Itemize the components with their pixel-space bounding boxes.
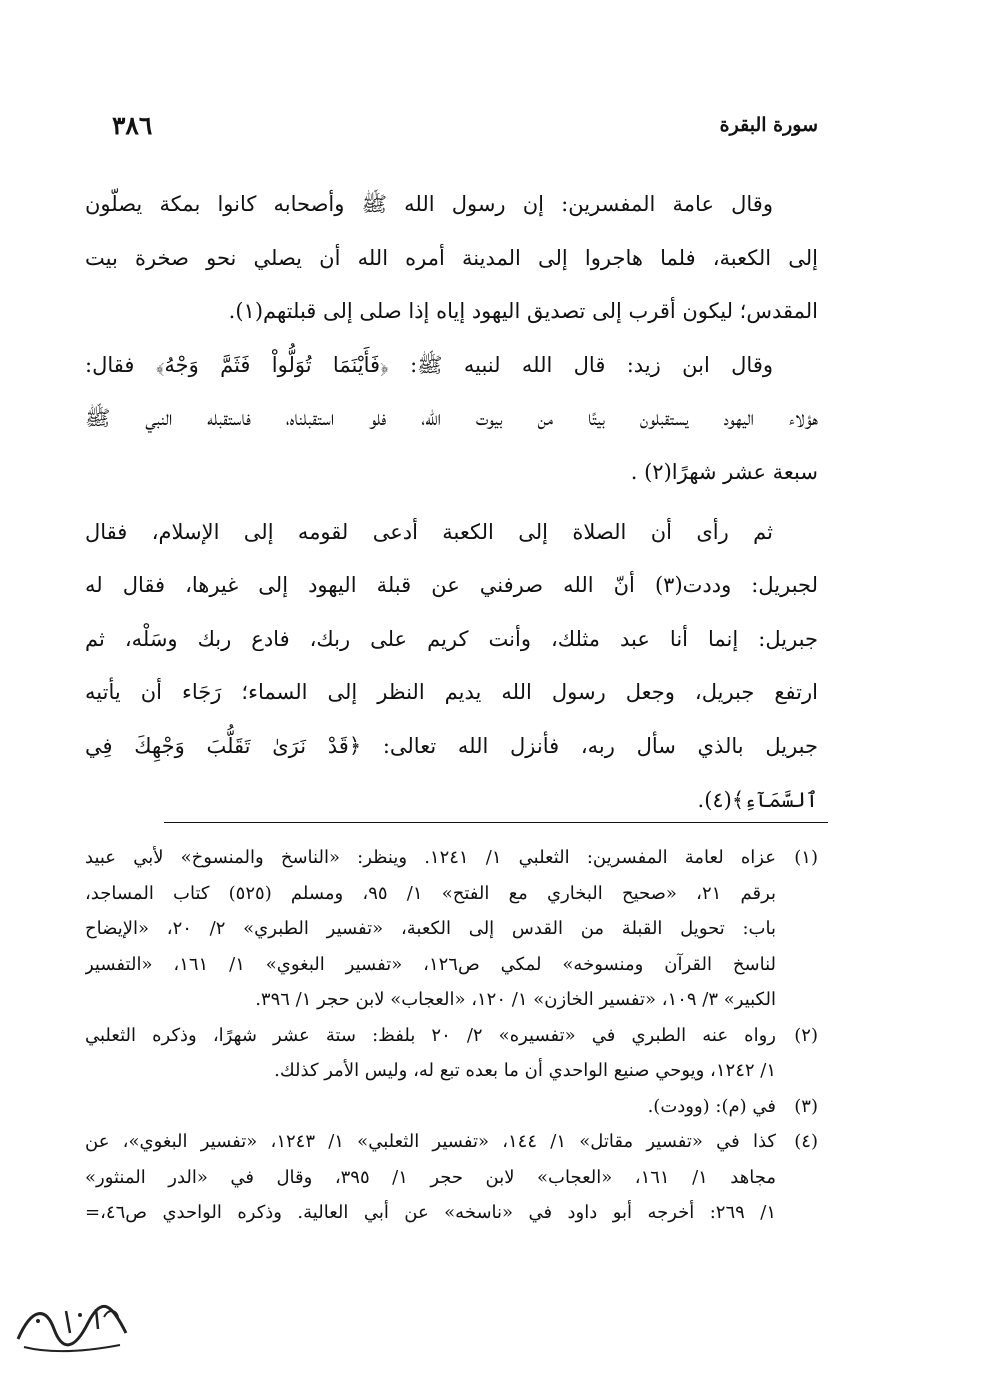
text-line: جبريل: إنما أنا عبد مثلك، وأنت كريم على ربك، فادع ربك وسَلْه، ثم: [85, 626, 818, 651]
footnotes: [85, 840, 818, 1231]
text-line: جبريل بالذي سأل ربه، فأنزل الله تعالى: ﴿قَدْ نَرَىٰ تَقَلُّبَ وَجْهِكَ فِي: [85, 733, 818, 758]
footnote-number: (١): [794, 847, 818, 868]
footnote-line: في (م): (وودت).: [647, 1095, 776, 1117]
text-line: إلى الكعبة، فلما هاجروا إلى المدينة أمره الله أن يصلي نحو صخرة بيت: [85, 245, 818, 270]
footnote-line: عزاه لعامة المفسرين: الثعلبي ١/ ١٢٤١. وينظر: «الناسخ والمنسوخ» لأبي عبيد: [85, 847, 776, 868]
text-line: وقال ابن زيد: قال الله لنبيه ﷺ: ﴿فَأَيْنَمَا تُوَلُّواْ فَثَمَّ وَجْهُ﴾ فقال:: [85, 352, 773, 377]
footnote-divider: [164, 822, 828, 823]
footnote-line: مجاهد ١/ ١٦١، «العجاب» لابن حجر ١/ ٣٩٥، وقال في «الدر المنثور»: [85, 1166, 776, 1188]
footnote-line: لناسخ القرآن ومنسوخه» لمكي ص١٢٦، «تفسير البغوي» ١/ ١٦١، «التفسير: [85, 953, 776, 975]
footnote-1: [85, 840, 818, 1018]
footnote-text: [85, 840, 776, 1018]
text-line: المقدس؛ ليكون أقرب إلى تصديق اليهود إياه إذا صلى إلى قبلتهم(١).: [228, 299, 818, 324]
text-line: لجبريل: وددت(٣) أنّ الله صرفني عن قبلة اليهود إلى غيرها، فقال له: [85, 573, 818, 598]
footnote-number: (٤): [794, 1131, 818, 1152]
text-line: ارتفع جبريل، وجعل رسول الله يديم النظر إلى السماء؛ رَجَاء أن يأتيه: [85, 680, 818, 705]
surah-title: سورة البقرة: [719, 114, 818, 136]
text-line: ثم رأى أن الصلاة إلى الكعبة أدعى لقومه إلى الإسلام، فقال: [85, 519, 773, 544]
footnote-text: [85, 1124, 776, 1231]
footnote-line: رواه عنه الطبري في «تفسيره» ٢/ ٢٠ بلفظ: ستة عشر شهرًا، وذكره الثعلبي: [85, 1024, 776, 1046]
footnote-number: (٢): [794, 1024, 818, 1046]
footnote-3: [85, 1089, 818, 1125]
text-line: وقال عامة المفسرين: إن رسول الله ﷺ وأصحابه كانوا بمكة يصلّون: [85, 192, 773, 216]
footnote-text: [85, 1089, 776, 1125]
main-text: [85, 178, 818, 827]
footnote-line: باب: تحويل القبلة من القدس إلى الكعبة، «تفسير الطبري» ٢/ ٢٠، «الإيضاح: [85, 918, 776, 939]
footnote-4: [85, 1124, 818, 1231]
footnote-2: [85, 1018, 818, 1089]
text-line: سبعة عشر شهرًا(٢) .: [630, 459, 818, 484]
footnote-line: كذا في «تفسير مقاتل» ١/ ١٤٤، «تفسير الثعلبي» ١/ ١٢٤٣، «تفسير البغوي»، عن: [85, 1131, 776, 1152]
footnote-line: ١/ ٢٦٩: أخرجه أبو داود في «ناسخه» عن أبي العالية. وذكره الواحدي ص٤٦،=: [85, 1202, 776, 1223]
footnote-line: ١/ ١٢٤٢، ويوحي صنيع الواحدي أن ما بعده تبع له، وليس الأمر كذلك.: [274, 1060, 776, 1081]
footnote-number: (٣): [794, 1095, 818, 1117]
calligraphy-stamp-logo: [8, 1299, 136, 1359]
footnote-text: [85, 1018, 776, 1089]
running-header: [112, 108, 818, 142]
footnote-line: برقم ٢١، «صحيح البخاري مع الفتح» ١/ ٩٥، ومسلم (٥٢٥) كتاب المساجد،: [85, 882, 776, 904]
footnote-line: الكبير» ٣/ ١٠٩، «تفسير الخازن» ١/ ١٢٠، «العجاب» لابن حجر ١/ ٣٩٦.: [255, 989, 776, 1010]
page-number: ٣٨٦: [112, 110, 153, 140]
text-line: هؤلاء اليهود يستقبلون بيتًا من بيوت الله، فلو استقبلناه، فاستقبله النبي ﷺ: [85, 406, 818, 431]
text-line: ٱلسَّمَآءِ﴾(٤).: [697, 787, 818, 812]
